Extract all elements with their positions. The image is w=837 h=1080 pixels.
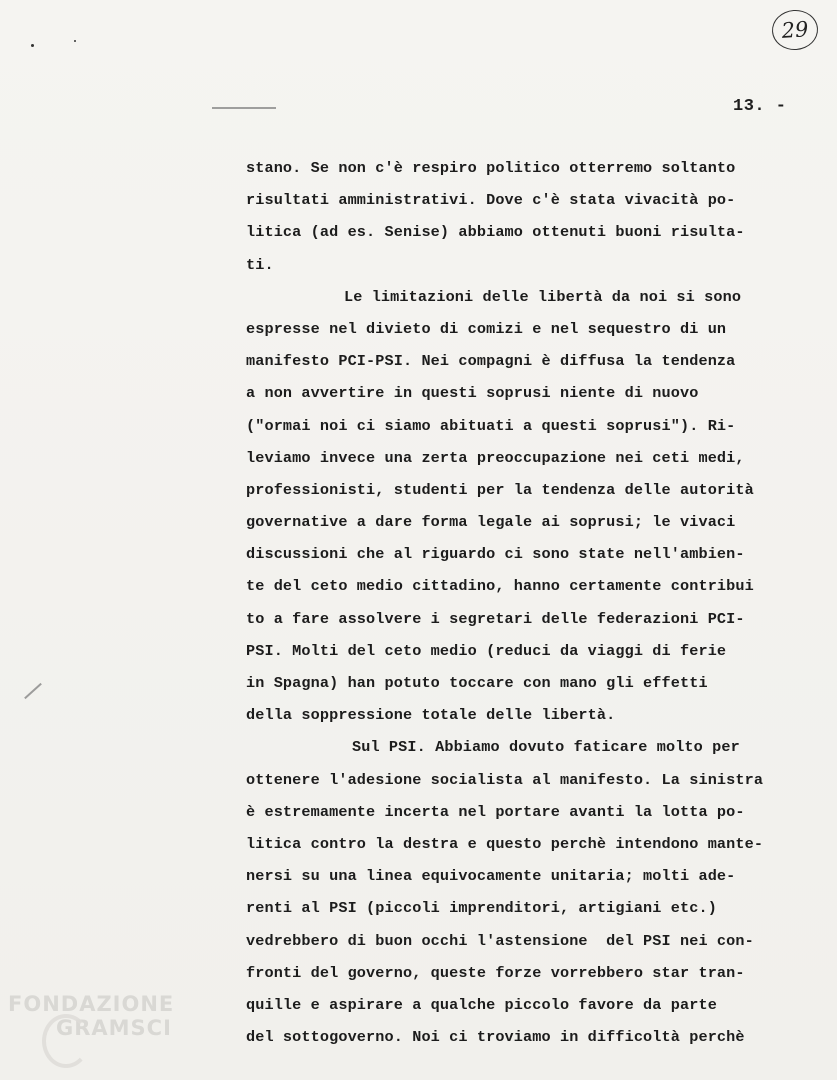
text-line: ottenere l'adesione socialista al manifesto. La sinistra	[246, 770, 764, 789]
page-number: 13. -	[733, 97, 787, 116]
text-line: to a fare assolvere i segretari delle federazioni PCI-	[246, 609, 745, 628]
text-line: quille e aspirare a qualche piccolo favore da parte	[246, 995, 717, 1014]
text-line: del sottogoverno. Noi ci troviamo in difficoltà perchè	[246, 1028, 745, 1047]
text-line: vedrebbero di buon occhi l'astensione del PSI nei con-	[246, 931, 754, 950]
header-rule	[212, 107, 276, 109]
text-line: ti.	[246, 255, 274, 274]
text-line: ("ormai noi ci siamo abituati a questi soprusi"). Ri-	[246, 416, 736, 435]
text-line: risultati amministrativi. Dove c'è stata vivacità po-	[246, 191, 736, 210]
text-line: della soppressione totale delle libertà.	[246, 706, 616, 725]
text-line: governative a dare forma legale ai soprusi; le vivaci	[246, 513, 736, 532]
document-body	[246, 152, 816, 1053]
text-line: discussioni che al riguardo ci sono state nell'ambien-	[246, 545, 745, 564]
text-line: PSI. Molti del ceto medio (reduci da viaggi di ferie	[246, 641, 727, 660]
text-line: fronti del governo, queste forze vorrebbero star tran-	[246, 963, 745, 982]
text-line: te del ceto medio cittadino, hanno certamente contribui	[246, 577, 754, 596]
pencil-mark	[24, 683, 42, 699]
text-line: espresse nel divieto di comizi e nel sequestro di un	[246, 319, 727, 338]
text-line: leviamo invece una zerta preoccupazione nei ceti medi,	[246, 448, 745, 467]
text-line: renti al PSI (piccoli imprenditori, artigiani etc.)	[246, 899, 717, 918]
fondazione-gramsci-watermark	[8, 992, 208, 1040]
text-line: stano. Se non c'è respiro politico otterremo soltanto	[246, 159, 736, 177]
text-line: Sul PSI. Abbiamo dovuto faticare molto per	[352, 738, 740, 757]
watermark-logo-icon	[42, 1014, 90, 1068]
text-line: litica (ad es. Senise) abbiamo ottenuti buoni risulta-	[246, 223, 745, 242]
ink-speck	[31, 44, 34, 47]
text-line: è estremamente incerta nel portare avanti la lotta po-	[246, 802, 745, 821]
watermark-line-1: FONDAZIONE	[8, 992, 175, 1016]
watermark-line-2: GRAMSCI	[56, 1016, 172, 1040]
archive-folio-text: 29	[780, 17, 810, 43]
archive-folio-number	[771, 8, 820, 51]
text-line: Le limitazioni delle libertà da noi si sono	[344, 287, 742, 306]
text-line: in Spagna) han potuto toccare con mano gli effetti	[246, 674, 708, 692]
text-line: nersi su una linea equivocamente unitaria; molti ade-	[246, 867, 736, 886]
ink-speck	[74, 40, 76, 42]
text-line: a non avvertire in questi soprusi niente di nuovo	[246, 384, 699, 403]
text-line: professionisti, studenti per la tendenza delle autorità	[246, 480, 754, 499]
text-line: litica contro la destra e questo perchè intendono mante-	[246, 834, 764, 853]
text-line: manifesto PCI-PSI. Nei compagni è diffusa la tendenza	[246, 352, 736, 371]
